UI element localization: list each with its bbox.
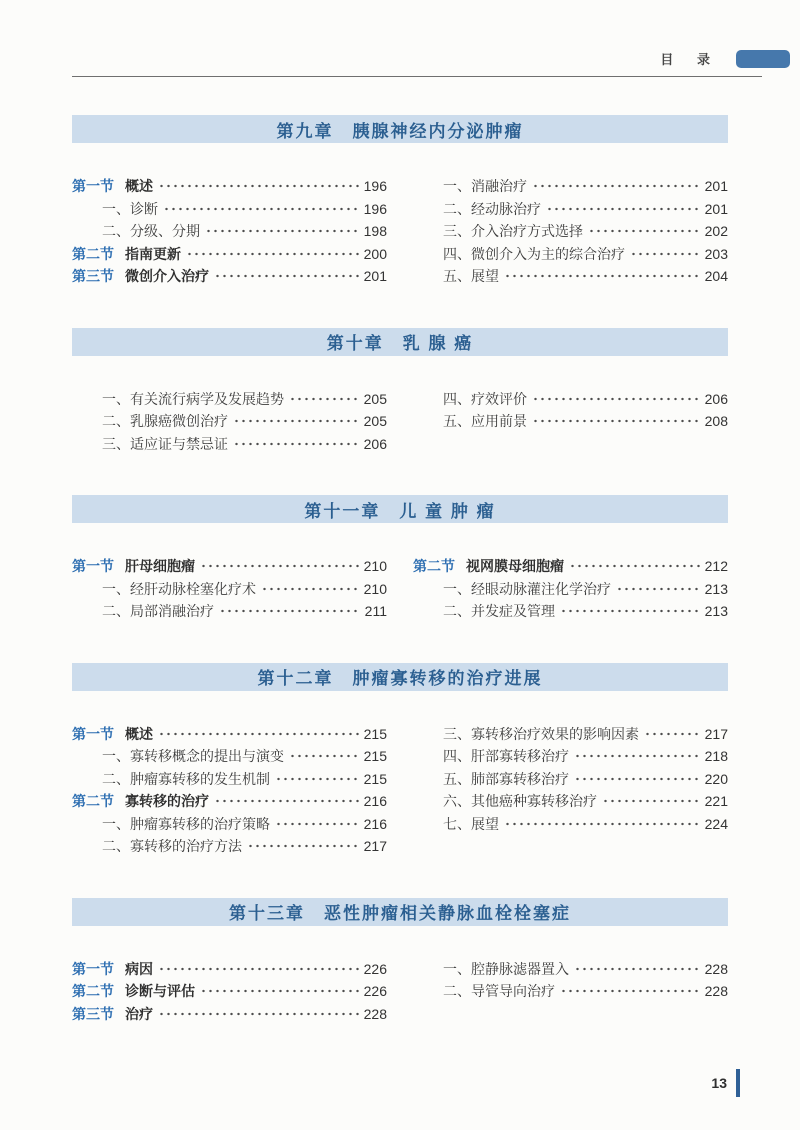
entry-title: 概述 bbox=[125, 178, 153, 195]
toc-entry bbox=[72, 790, 387, 813]
dot-leader bbox=[214, 794, 359, 808]
toc-entry bbox=[413, 600, 728, 623]
entry-page-number: 196 bbox=[363, 200, 387, 217]
dot-leader bbox=[602, 794, 700, 808]
entry-page-number: 210 bbox=[363, 558, 387, 575]
entry-title: 一、诊断 bbox=[102, 200, 158, 217]
dot-leader bbox=[644, 727, 700, 741]
toc-column-right bbox=[413, 388, 728, 456]
toc-entry bbox=[413, 813, 728, 836]
dot-leader bbox=[630, 247, 700, 261]
dot-leader bbox=[588, 224, 700, 238]
entry-page-number: 228 bbox=[704, 983, 728, 1000]
toc-column-right bbox=[413, 555, 728, 623]
page-header-title: 目 录 bbox=[660, 52, 720, 67]
toc-entry bbox=[72, 980, 387, 1003]
entry-title: 二、并发症及管理 bbox=[443, 603, 555, 620]
chapter-title-banner: 第十章 乳 腺 癌 bbox=[72, 328, 728, 356]
toc-entry bbox=[413, 980, 728, 1003]
dot-leader bbox=[532, 392, 700, 406]
toc-entry bbox=[413, 388, 728, 411]
entry-title: 四、疗效评价 bbox=[443, 390, 527, 407]
dot-leader bbox=[546, 202, 700, 216]
page-header bbox=[660, 49, 790, 68]
toc-entry bbox=[72, 433, 387, 456]
entry-page-number: 206 bbox=[704, 390, 728, 407]
page-footer bbox=[711, 1069, 740, 1097]
toc-entry bbox=[72, 835, 387, 858]
entry-title: 视网膜母细胞瘤 bbox=[466, 558, 564, 575]
chapter-block bbox=[72, 115, 728, 288]
entry-title: 三、适应证与禁忌证 bbox=[102, 435, 228, 452]
toc-entry bbox=[413, 958, 728, 981]
toc-entry bbox=[72, 388, 387, 411]
dot-leader bbox=[289, 392, 359, 406]
dot-leader bbox=[289, 749, 359, 763]
entry-page-number: 201 bbox=[704, 178, 728, 195]
entry-page-number: 224 bbox=[704, 815, 728, 832]
entry-title: 肝母细胞瘤 bbox=[125, 558, 195, 575]
entry-title: 病因 bbox=[125, 960, 153, 977]
entry-page-number: 216 bbox=[363, 815, 387, 832]
chapter-columns bbox=[72, 388, 728, 456]
entry-title: 二、肿瘤寡转移的发生机制 bbox=[102, 770, 270, 787]
entry-title: 六、其他癌种寡转移治疗 bbox=[443, 793, 597, 810]
entry-title: 一、消融治疗 bbox=[443, 178, 527, 195]
entry-title: 五、肺部寡转移治疗 bbox=[443, 770, 569, 787]
toc-column-right bbox=[413, 723, 728, 858]
dot-leader bbox=[574, 749, 700, 763]
toc-column-right bbox=[413, 175, 728, 288]
chapter-block bbox=[72, 663, 728, 858]
section-label: 第一节 bbox=[72, 725, 114, 742]
toc-column-left bbox=[72, 388, 387, 456]
dot-leader bbox=[186, 247, 359, 261]
toc-column-right bbox=[413, 958, 728, 1026]
dot-leader bbox=[233, 414, 359, 428]
toc-entry bbox=[413, 723, 728, 746]
entry-page-number: 226 bbox=[363, 983, 387, 1000]
dot-leader bbox=[574, 772, 700, 786]
chapter-block bbox=[72, 898, 728, 1026]
chapter-title-banner: 第十一章 儿 童 肿 瘤 bbox=[72, 495, 728, 523]
entry-title: 四、肝部寡转移治疗 bbox=[443, 748, 569, 765]
entry-page-number: 228 bbox=[704, 960, 728, 977]
entry-title: 五、应用前景 bbox=[443, 413, 527, 430]
dot-leader bbox=[560, 984, 700, 998]
header-accent-tab bbox=[736, 50, 790, 68]
toc-content bbox=[72, 77, 728, 1065]
dot-leader bbox=[275, 772, 359, 786]
page-number: 13 bbox=[711, 1075, 727, 1091]
toc-entry bbox=[72, 1003, 387, 1026]
dot-leader bbox=[261, 582, 359, 596]
entry-title: 二、经动脉治疗 bbox=[443, 200, 541, 217]
chapter-columns bbox=[72, 175, 728, 288]
chapter-columns bbox=[72, 555, 728, 623]
entry-page-number: 216 bbox=[363, 793, 387, 810]
entry-page-number: 201 bbox=[704, 200, 728, 217]
dot-leader bbox=[214, 269, 359, 283]
entry-page-number: 208 bbox=[704, 413, 728, 430]
dot-leader bbox=[247, 839, 359, 853]
footer-accent-bar bbox=[736, 1069, 740, 1097]
entry-page-number: 203 bbox=[704, 245, 728, 262]
dot-leader bbox=[205, 224, 359, 238]
entry-title: 二、寡转移的治疗方法 bbox=[102, 838, 242, 855]
section-label: 第二节 bbox=[72, 983, 114, 1000]
toc-column-left bbox=[72, 723, 387, 858]
dot-leader bbox=[275, 817, 359, 831]
entry-page-number: 200 bbox=[363, 245, 387, 262]
dot-leader bbox=[158, 1007, 359, 1021]
entry-page-number: 217 bbox=[704, 725, 728, 742]
dot-leader bbox=[200, 559, 359, 573]
entry-title: 微创介入治疗 bbox=[125, 268, 209, 285]
dot-leader bbox=[574, 962, 700, 976]
toc-entry bbox=[72, 578, 387, 601]
entry-page-number: 220 bbox=[704, 770, 728, 787]
dot-leader bbox=[504, 269, 700, 283]
entry-page-number: 215 bbox=[363, 725, 387, 742]
entry-title: 三、介入治疗方式选择 bbox=[443, 223, 583, 240]
section-label: 第一节 bbox=[72, 178, 114, 195]
entry-title: 一、腔静脉滤器置入 bbox=[443, 960, 569, 977]
toc-entry bbox=[413, 768, 728, 791]
chapter-title-banner: 第九章 胰腺神经内分泌肿瘤 bbox=[72, 115, 728, 143]
dot-leader bbox=[616, 582, 700, 596]
entry-title: 一、肿瘤寡转移的治疗策略 bbox=[102, 815, 270, 832]
entry-title: 寡转移的治疗 bbox=[125, 793, 209, 810]
toc-entry bbox=[72, 555, 387, 578]
entry-title: 二、局部消融治疗 bbox=[102, 603, 214, 620]
entry-title: 治疗 bbox=[125, 1005, 153, 1022]
toc-entry bbox=[413, 745, 728, 768]
dot-leader bbox=[219, 604, 359, 618]
entry-page-number: 213 bbox=[704, 580, 728, 597]
toc-entry bbox=[413, 243, 728, 266]
entry-title: 二、分级、分期 bbox=[102, 223, 200, 240]
section-label: 第一节 bbox=[72, 558, 114, 575]
chapter-title-banner: 第十二章 肿瘤寡转移的治疗进展 bbox=[72, 663, 728, 691]
dot-leader bbox=[233, 437, 359, 451]
entry-page-number: 217 bbox=[363, 838, 387, 855]
entry-title: 五、展望 bbox=[443, 268, 499, 285]
toc-entry bbox=[72, 198, 387, 221]
entry-page-number: 204 bbox=[704, 268, 728, 285]
section-label: 第三节 bbox=[72, 268, 114, 285]
entry-page-number: 201 bbox=[363, 268, 387, 285]
entry-title: 一、有关流行病学及发展趋势 bbox=[102, 390, 284, 407]
entry-title: 七、展望 bbox=[443, 815, 499, 832]
toc-entry bbox=[72, 813, 387, 836]
entry-page-number: 221 bbox=[704, 793, 728, 810]
dot-leader bbox=[163, 202, 359, 216]
entry-page-number: 215 bbox=[363, 770, 387, 787]
toc-entry bbox=[413, 790, 728, 813]
toc-entry bbox=[72, 265, 387, 288]
dot-leader bbox=[158, 962, 359, 976]
toc-entry bbox=[72, 958, 387, 981]
entry-page-number: 196 bbox=[363, 178, 387, 195]
entry-page-number: 205 bbox=[363, 413, 387, 430]
entry-title: 四、微创介入为主的综合治疗 bbox=[443, 245, 625, 262]
toc-column-left bbox=[72, 958, 387, 1026]
section-label: 第二节 bbox=[72, 793, 114, 810]
entry-title: 指南更新 bbox=[125, 245, 181, 262]
entry-page-number: 202 bbox=[704, 223, 728, 240]
dot-leader bbox=[532, 179, 700, 193]
toc-entry bbox=[72, 745, 387, 768]
toc-entry bbox=[72, 410, 387, 433]
section-label: 第二节 bbox=[413, 558, 455, 575]
entry-title: 概述 bbox=[125, 725, 153, 742]
toc-entry bbox=[413, 410, 728, 433]
entry-title: 二、乳腺癌微创治疗 bbox=[102, 413, 228, 430]
entry-page-number: 206 bbox=[363, 435, 387, 452]
section-label: 第一节 bbox=[72, 960, 114, 977]
toc-entry bbox=[413, 265, 728, 288]
toc-entry bbox=[413, 198, 728, 221]
chapter-columns bbox=[72, 958, 728, 1026]
toc-entry bbox=[413, 175, 728, 198]
toc-entry bbox=[72, 768, 387, 791]
entry-page-number: 215 bbox=[363, 748, 387, 765]
toc-entry bbox=[72, 243, 387, 266]
toc-entry bbox=[413, 220, 728, 243]
dot-leader bbox=[560, 604, 700, 618]
entry-page-number: 205 bbox=[363, 390, 387, 407]
toc-entry bbox=[413, 578, 728, 601]
entry-page-number: 228 bbox=[363, 1005, 387, 1022]
dot-leader bbox=[532, 414, 700, 428]
entry-page-number: 198 bbox=[363, 223, 387, 240]
entry-page-number: 218 bbox=[704, 748, 728, 765]
dot-leader bbox=[158, 727, 359, 741]
dot-leader bbox=[504, 817, 700, 831]
toc-column-left bbox=[72, 555, 387, 623]
toc-entry bbox=[72, 175, 387, 198]
entry-title: 一、经肝动脉栓塞化疗术 bbox=[102, 580, 256, 597]
entry-page-number: 210 bbox=[363, 580, 387, 597]
dot-leader bbox=[569, 559, 700, 573]
toc-column-left bbox=[72, 175, 387, 288]
chapter-block bbox=[72, 328, 728, 456]
section-label: 第三节 bbox=[72, 1005, 114, 1022]
section-label: 第二节 bbox=[72, 245, 114, 262]
entry-page-number: 212 bbox=[704, 558, 728, 575]
entry-title: 诊断与评估 bbox=[125, 983, 195, 1000]
dot-leader bbox=[200, 984, 359, 998]
entry-page-number: 213 bbox=[704, 603, 728, 620]
entry-page-number: 211 bbox=[364, 603, 387, 620]
toc-entry bbox=[413, 555, 728, 578]
toc-entry bbox=[72, 220, 387, 243]
chapter-title-banner: 第十三章 恶性肿瘤相关静脉血栓栓塞症 bbox=[72, 898, 728, 926]
entry-title: 二、导管导向治疗 bbox=[443, 983, 555, 1000]
entry-title: 一、寡转移概念的提出与演变 bbox=[102, 748, 284, 765]
chapter-columns bbox=[72, 723, 728, 858]
toc-entry bbox=[72, 600, 387, 623]
toc-entry bbox=[72, 723, 387, 746]
entry-title: 三、寡转移治疗效果的影响因素 bbox=[443, 725, 639, 742]
dot-leader bbox=[158, 179, 359, 193]
chapter-block bbox=[72, 495, 728, 623]
entry-title: 一、经眼动脉灌注化学治疗 bbox=[443, 580, 611, 597]
entry-page-number: 226 bbox=[363, 960, 387, 977]
